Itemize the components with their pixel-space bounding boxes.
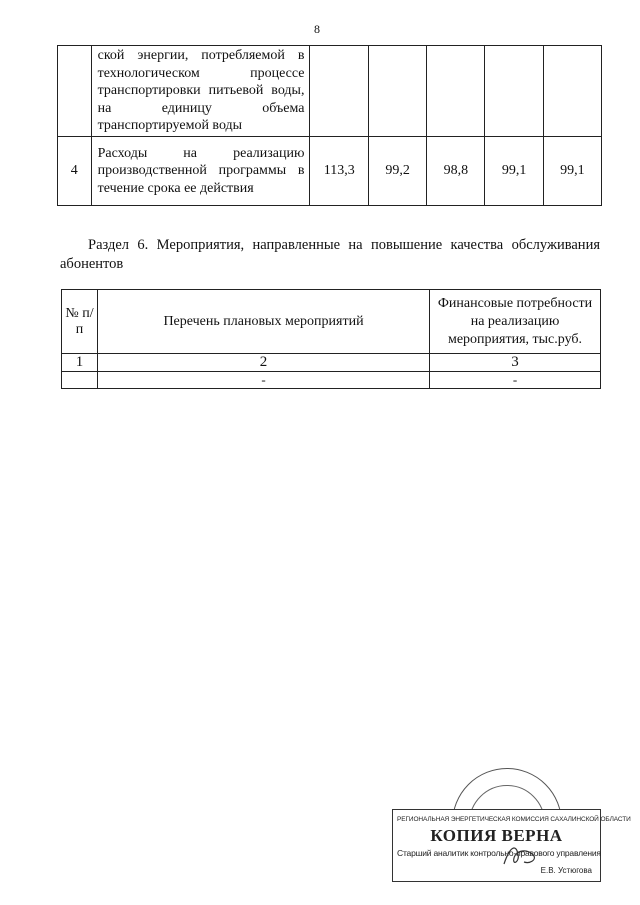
row-value (369, 46, 427, 137)
stamp-name: Е.В. Устюгова (540, 866, 592, 875)
row-value (427, 46, 485, 137)
row-value: 99,1 (485, 137, 543, 206)
header-financial-needs: Финансовые потребности на реализацию мероприятия, тыс.руб. (430, 290, 601, 354)
row-value: 98,8 (427, 137, 485, 206)
row-value: 99,1 (543, 137, 601, 206)
table-row (58, 137, 602, 206)
row-cell: - (430, 372, 601, 389)
signature (500, 840, 540, 870)
row-number (58, 46, 92, 137)
row-cell (62, 372, 98, 389)
row-value (485, 46, 543, 137)
row-value: 113,3 (310, 137, 369, 206)
column-number: 2 (98, 354, 430, 372)
header-activities: Перечень плановых мероприятий (98, 290, 430, 354)
stamp-position: Старший аналитик контрольно-правового управления (397, 848, 601, 858)
header-number: № п/п (62, 290, 98, 354)
row-value (310, 46, 369, 137)
stamp-organization: РЕГИОНАЛЬНАЯ ЭНЕРГЕТИЧЕСКАЯ КОМИССИЯ САХАЛИНСКОЙ ОБЛАСТИ (397, 816, 631, 823)
column-number-row (62, 354, 601, 372)
row-value: 99,2 (369, 137, 427, 206)
row-description: ской энергии, потребляемой в технологическом процессе транспортировки питьевой воды, на единицу объема транспортируемой воды (91, 46, 310, 137)
stamp-title: КОПИЯ ВЕРНА (430, 826, 563, 845)
table-row (58, 46, 602, 137)
row-cell: - (98, 372, 430, 389)
column-number: 1 (62, 354, 98, 372)
certified-copy-stamp (392, 809, 631, 882)
table-row (62, 372, 601, 389)
page-number: 8 (314, 22, 320, 36)
row-description: Расходы на реализацию производственной программы в течение срока ее действия (91, 137, 310, 206)
table-header-row (62, 290, 601, 354)
continuation-table (57, 45, 602, 206)
column-number: 3 (430, 354, 601, 372)
row-value (543, 46, 601, 137)
section-6-title: Раздел 6. Мероприятия, направленные на повышение качества обслуживания абонентов (60, 237, 600, 272)
section-6-table (61, 289, 601, 389)
row-number: 4 (58, 137, 92, 206)
